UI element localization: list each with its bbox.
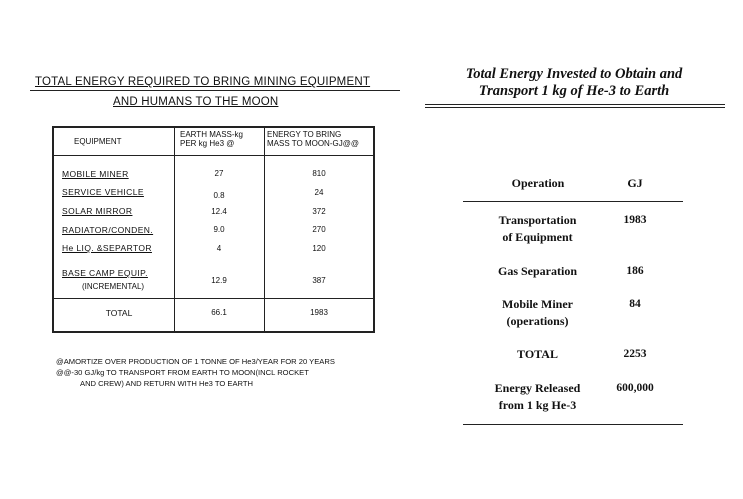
row-label: BASE CAMP EQUIP. (62, 268, 148, 278)
row-label: He LIQ. &SEPARTOR (62, 243, 152, 253)
row-mass: 27 (214, 169, 224, 178)
row-label: SOLAR MIRROR (62, 206, 133, 216)
header-gj: GJ (627, 176, 643, 190)
right-title-line2: Transport 1 kg of He-3 to Earth (478, 83, 670, 99)
op-total-label: TOTAL (517, 347, 558, 361)
row-energy: 810 (312, 169, 326, 178)
header-energy-line1: ENERGY TO BRING (267, 130, 342, 139)
table-header-divider (54, 155, 373, 156)
footnote-line1: @AMORTIZE OVER PRODUCTION OF 1 TONNE OF He3/YEAR FOR 20 YEARS (56, 357, 335, 366)
energy-released-value: 600,000 (616, 382, 654, 394)
row-mass: 12.9 (211, 276, 227, 285)
footnote-line3: AND CREW) AND RETURN WITH He3 TO EARTH (80, 379, 253, 388)
energy-released-line1: Energy Released (494, 381, 581, 395)
header-mass-line1: EARTH MASS-kg (180, 130, 243, 139)
total-label: TOTAL (105, 308, 133, 318)
op-total-value: 2253 (623, 348, 647, 360)
energy-released-line2: from 1 kg He-3 (498, 398, 577, 412)
header-operation: Operation (511, 176, 565, 190)
header-mass-line2: PER kg He3 @ (180, 139, 235, 148)
row-mass: 12.4 (211, 207, 227, 216)
left-title-rule (30, 90, 400, 91)
row-label: MOBILE MINER (62, 169, 129, 179)
row-mass: 0.8 (213, 191, 225, 200)
table-col-divider (264, 128, 265, 331)
row-mass: 4 (216, 244, 222, 253)
right-title-rule-bottom (425, 107, 725, 108)
footnote-line2: @@-30 GJ/kg TO TRANSPORT FROM EARTH TO MOON(INCL ROCKET (56, 368, 309, 377)
table-col-divider (174, 128, 175, 331)
op-label-line1: Gas Separation (497, 264, 577, 278)
row-energy: 24 (314, 188, 324, 197)
row-energy: 270 (312, 225, 326, 234)
row-energy: 372 (312, 207, 326, 216)
header-rule (463, 201, 683, 202)
left-title-line2: AND HUMANS TO THE MOON (113, 96, 279, 108)
right-title-rule-top (425, 104, 725, 105)
op-label-line2: (operations) (506, 314, 569, 328)
op-gj-value: 1983 (623, 214, 647, 226)
row-sublabel: (INCREMENTAL) (82, 282, 145, 291)
total-mass: 66.1 (211, 308, 227, 317)
row-label: SERVICE VEHICLE (62, 187, 144, 197)
left-title-line1: TOTAL ENERGY REQUIRED TO BRING MINING EQUIPMENT (35, 76, 371, 88)
table-total-divider (54, 298, 373, 299)
row-mass: 9.0 (213, 225, 225, 234)
table-bottom-rule (463, 424, 683, 425)
op-gj-value: 84 (629, 298, 641, 310)
op-label-line1: Transportation (498, 213, 577, 227)
row-energy: 120 (312, 244, 326, 253)
row-energy: 387 (312, 276, 326, 285)
header-energy-line2: MASS TO MOON-GJ@@ (267, 139, 359, 148)
total-energy: 1983 (310, 308, 328, 317)
op-label-line1: Mobile Miner (502, 297, 573, 311)
op-gj-value: 186 (626, 265, 644, 277)
header-equipment: EQUIPMENT (74, 137, 122, 146)
row-label: RADIATOR/CONDEN. (62, 225, 154, 235)
equipment-energy-table (52, 126, 375, 333)
op-label-line2: of Equipment (502, 230, 573, 244)
right-title-line1: Total Energy Invested to Obtain and (465, 66, 683, 82)
